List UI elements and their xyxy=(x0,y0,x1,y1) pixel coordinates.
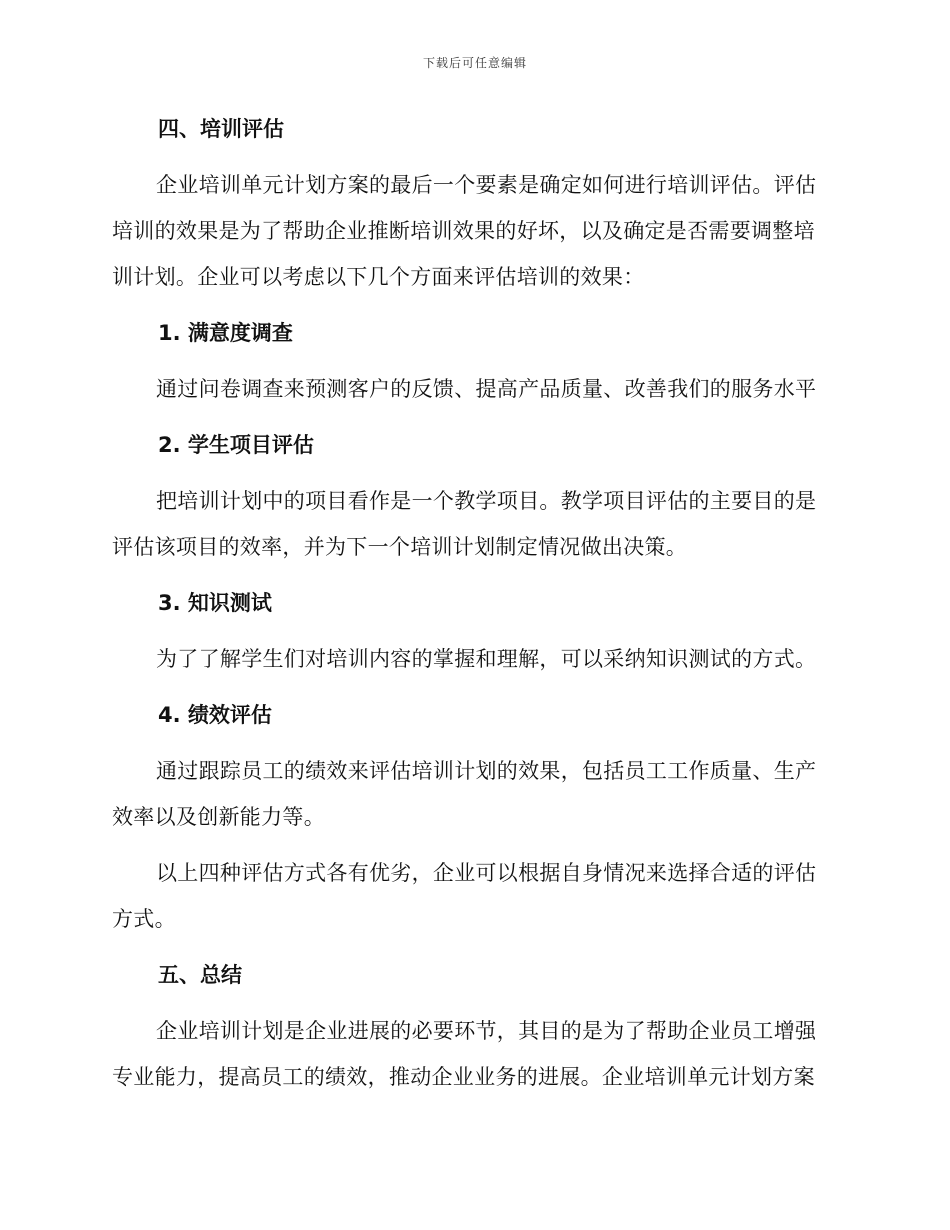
item-heading-student-project: 2. 学生项目评估 xyxy=(158,433,314,457)
item-heading-satisfaction-survey: 1. 满意度调查 xyxy=(158,321,293,345)
section-heading-summary: 五、总结 xyxy=(158,963,242,987)
item-paragraph-satisfaction-survey: 通过问卷调查来预测客户的反馈、提高产品质量、改善我们的服务水平 xyxy=(156,377,817,401)
item-heading-knowledge-test: 3. 知识测试 xyxy=(158,591,272,615)
item-paragraph-performance: 通过跟踪员工的绩效来评估培训计划的效果，包括员工工作质量、生产效率以及创新能力等。 xyxy=(112,759,817,829)
section-heading-evaluation: 四、培训评估 xyxy=(158,117,284,141)
evaluation-intro-paragraph: 企业培训单元计划方案的最后一个要素是确定如何进行培训评估。评估培训的效果是为了帮助企业推断培训效果的好坏，以及确定是否需要调整培训计划。企业可以考虑以下几个方面来评估培训的效果： xyxy=(112,173,817,289)
item-paragraph-knowledge-test: 为了了解学生们对培训内容的掌握和理解，可以采纳知识测试的方式。 xyxy=(156,647,817,671)
page-header-note: 下载后可任意编辑 xyxy=(422,56,527,70)
summary-paragraph: 企业培训计划是企业进展的必要环节，其目的是为了帮助企业员工增强专业能力，提高员工的绩效，推动企业业务的进展。企业培训单元计划方案 xyxy=(112,1019,817,1089)
item-paragraph-student-project: 把培训计划中的项目看作是一个教学项目。教学项目评估的主要目的是评估该项目的效率，并为下一个培训计划制定情况做出决策。 xyxy=(112,489,817,559)
item-heading-performance: 4. 绩效评估 xyxy=(158,703,272,727)
evaluation-summary-paragraph: 以上四种评估方式各有优劣，企业可以根据自身情况来选择合适的评估方式。 xyxy=(112,861,817,931)
document-body xyxy=(112,106,832,1100)
